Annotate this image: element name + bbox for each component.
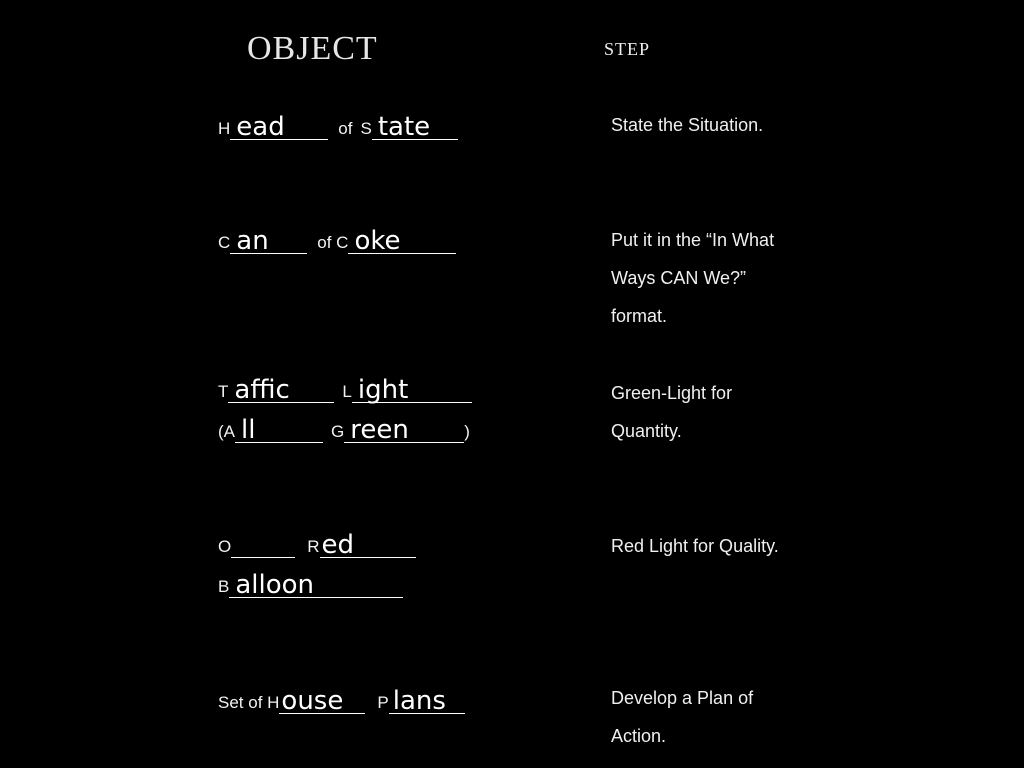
- step-4-text: Red Light for Quality.: [611, 536, 779, 556]
- blank-red: [320, 531, 416, 558]
- blank-o: [231, 531, 295, 558]
- blank-all: [235, 416, 323, 443]
- blank-traffic: [228, 376, 334, 403]
- fill-lans: lans: [392, 686, 446, 716]
- step-3-line-2: Quantity.: [611, 421, 682, 441]
- step-5: [611, 679, 831, 755]
- text-set-of-h: Set of H: [218, 693, 280, 712]
- step-1-text: State the Situation.: [611, 115, 764, 135]
- blank-green: [344, 416, 464, 443]
- blank-house: [279, 687, 365, 714]
- object-row-balloon: [218, 570, 403, 598]
- fill-ed: ed: [321, 530, 355, 560]
- step-3: [611, 374, 831, 450]
- blank-can: [230, 227, 307, 254]
- blank-coke: [348, 227, 456, 254]
- letter-h: H: [218, 119, 231, 138]
- fill-affic: affic: [234, 375, 290, 405]
- step-1: [611, 106, 831, 144]
- step-2-line-1: Put it in the “In What: [611, 230, 775, 250]
- letter-o: O: [218, 537, 232, 556]
- fill-ll: ll: [241, 415, 256, 445]
- step-3-line-1: Green-Light for: [611, 383, 733, 403]
- fill-an: an: [236, 226, 269, 256]
- blank-head: [230, 113, 328, 140]
- blank-balloon: [229, 571, 403, 598]
- fill-ead: ead: [236, 112, 285, 142]
- letter-t: T: [218, 382, 229, 401]
- object-row-house-plans: [218, 686, 465, 714]
- fill-tate: tate: [377, 112, 431, 142]
- fill-oke: oke: [354, 226, 401, 256]
- step-heading: STEP: [604, 39, 651, 59]
- fill-ouse: ouse: [281, 686, 344, 716]
- object-row-can-of-coke: [218, 226, 456, 254]
- word-of: of: [338, 119, 353, 138]
- object-row-all-green: [218, 415, 470, 443]
- letter-b: B: [218, 577, 230, 596]
- object-row-head-of-state: [218, 112, 458, 140]
- object-row-red: [218, 530, 416, 558]
- blank-state: [372, 113, 458, 140]
- letter-a: (A: [218, 422, 235, 441]
- step-5-line-2: Action.: [611, 726, 667, 746]
- letter-c: C: [218, 233, 231, 252]
- word-of-c: of C: [317, 233, 349, 252]
- object-heading: OBJECT: [247, 30, 378, 67]
- fill-reen: reen: [350, 415, 409, 445]
- letter-r: R: [307, 537, 320, 556]
- step-2-line-3: format.: [611, 306, 668, 326]
- letter-g: G: [331, 422, 345, 441]
- step-4: [611, 527, 831, 565]
- blank-plans: [389, 687, 465, 714]
- letter-l: L: [342, 382, 352, 401]
- blank-light: [352, 376, 472, 403]
- step-5-line-1: Develop a Plan of: [611, 688, 754, 708]
- letter-p: P: [377, 693, 389, 712]
- letter-s: S: [360, 119, 372, 138]
- fill-alloon: alloon: [235, 570, 315, 600]
- step-2: [611, 221, 831, 335]
- close-paren: ): [464, 422, 470, 441]
- step-2-line-2: Ways CAN We?”: [611, 268, 747, 288]
- object-row-traffic-light: [218, 375, 472, 403]
- fill-ight: ight: [357, 375, 409, 405]
